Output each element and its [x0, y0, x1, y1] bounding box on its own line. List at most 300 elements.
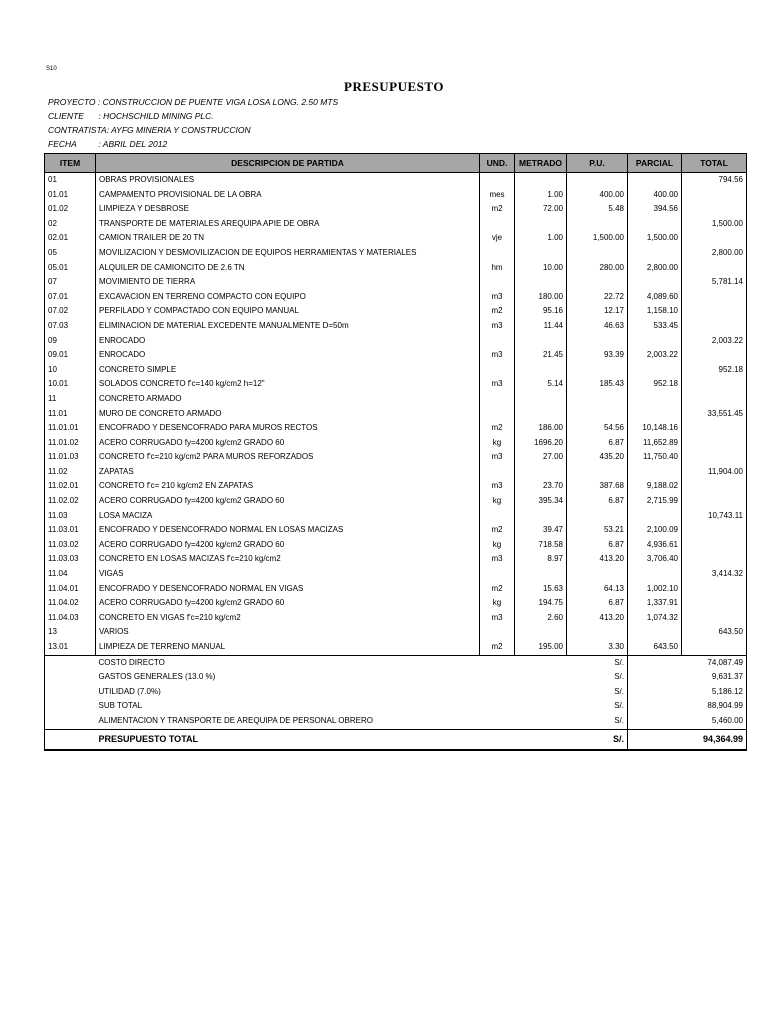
row-unit-price: 12.17 — [567, 304, 628, 319]
row-partial: 11,652.89 — [628, 436, 682, 451]
row-description: VIGAS — [96, 567, 480, 582]
row-item-code: 11.01.01 — [45, 421, 96, 436]
meta-client-label: CLIENTE — [48, 111, 84, 121]
row-description: VARIOS — [96, 625, 480, 640]
row-description: CONCRETO EN VIGAS f'c=210 kg/cm2 — [96, 611, 480, 626]
row-description: CONCRETO f'c=210 kg/cm2 PARA MUROS REFORZADOS — [96, 450, 480, 465]
row-total — [682, 348, 747, 363]
row-item-code: 11.04 — [45, 567, 96, 582]
meta-date-label: FECHA — [48, 139, 77, 149]
summary-row — [45, 685, 747, 700]
row-metrado — [515, 625, 567, 640]
row-item-code: 11.04.03 — [45, 611, 96, 626]
row-total: 2,800.00 — [682, 246, 747, 261]
grand-total-row — [45, 729, 747, 750]
header-metrado: METRADO — [515, 154, 567, 173]
row-item-code: 11.03.03 — [45, 552, 96, 567]
budget-table — [44, 153, 747, 751]
row-unit-price: 93.39 — [567, 348, 628, 363]
summary-currency: S/. — [614, 686, 624, 696]
row-total: 10,743.11 — [682, 509, 747, 524]
summary-value: 9,631.37 — [682, 670, 747, 685]
summary-currency: S/. — [614, 672, 624, 682]
summary-value: 5,186.12 — [682, 685, 747, 700]
row-partial: 10,148.16 — [628, 421, 682, 436]
row-item-code: 13.01 — [45, 640, 96, 655]
page-title: PRESUPUESTO — [344, 79, 444, 94]
meta-project-label: PROYECTO : — [48, 97, 101, 107]
table-row — [45, 407, 747, 422]
table-row — [45, 611, 747, 626]
row-description: ALQUILER DE CAMIONCITO DE 2.6 TN — [96, 261, 480, 276]
row-total — [682, 582, 747, 597]
table-row — [45, 582, 747, 597]
row-total — [682, 523, 747, 538]
row-unit: m3 — [480, 611, 515, 626]
row-description: CONCRETO SIMPLE — [96, 363, 480, 378]
row-unit-price: 413.20 — [567, 552, 628, 567]
row-unit: kg — [480, 538, 515, 553]
meta-contractor-label: CONTRATISTA: — [48, 125, 110, 135]
row-item-code: 10 — [45, 363, 96, 378]
row-total — [682, 450, 747, 465]
row-unit-price — [567, 509, 628, 524]
table-row — [45, 334, 747, 349]
row-partial — [628, 392, 682, 407]
table-row — [45, 450, 747, 465]
row-description: SOLADOS CONCRETO f'c=140 kg/cm2 h=12" — [96, 377, 480, 392]
table-row — [45, 640, 747, 655]
row-item-code: 11.01.02 — [45, 436, 96, 451]
row-unit-price: 6.87 — [567, 538, 628, 553]
table-row — [45, 567, 747, 582]
row-item-code: 07 — [45, 275, 96, 290]
row-unit-price: 387.68 — [567, 479, 628, 494]
row-total — [682, 640, 747, 655]
row-total — [682, 290, 747, 305]
row-unit-price: 6.87 — [567, 596, 628, 611]
row-unit — [480, 246, 515, 261]
row-metrado: 194.75 — [515, 596, 567, 611]
meta-project — [48, 97, 338, 107]
row-unit: m3 — [480, 450, 515, 465]
table-row — [45, 392, 747, 407]
row-partial — [628, 334, 682, 349]
summary-row — [45, 670, 747, 685]
row-description: ENCOFRADO Y DESENCOFRADO NORMAL EN LOSAS MACIZAS — [96, 523, 480, 538]
row-total: 1,500.00 — [682, 217, 747, 232]
row-description: ACERO CORRUGADO fy=4200 kg/cm2 GRADO 60 — [96, 596, 480, 611]
row-metrado: 395.34 — [515, 494, 567, 509]
table-row — [45, 231, 747, 246]
row-item-code: 13 — [45, 625, 96, 640]
row-unit-price — [567, 275, 628, 290]
row-metrado: 1696.20 — [515, 436, 567, 451]
table-row — [45, 523, 747, 538]
table-row — [45, 465, 747, 480]
row-item-code: 01.02 — [45, 202, 96, 217]
row-unit-price: 3.30 — [567, 640, 628, 655]
row-total: 5,781.14 — [682, 275, 747, 290]
row-unit-price: 400.00 — [567, 188, 628, 203]
table-row — [45, 188, 747, 203]
row-unit-price: 5.48 — [567, 202, 628, 217]
row-unit-price: 435.20 — [567, 450, 628, 465]
row-metrado: 718.58 — [515, 538, 567, 553]
row-unit: m2 — [480, 582, 515, 597]
row-metrado: 1.00 — [515, 188, 567, 203]
row-unit — [480, 625, 515, 640]
row-partial: 394.56 — [628, 202, 682, 217]
row-partial: 1,500.00 — [628, 231, 682, 246]
table-row — [45, 217, 747, 232]
row-unit-price: 280.00 — [567, 261, 628, 276]
row-partial — [628, 363, 682, 378]
summary-row — [45, 714, 747, 729]
row-description: ACERO CORRUGADO fy=4200 kg/cm2 GRADO 60 — [96, 436, 480, 451]
row-unit: kg — [480, 596, 515, 611]
table-row — [45, 275, 747, 290]
row-description: LIMPIEZA Y DESBROSE — [96, 202, 480, 217]
table-row — [45, 377, 747, 392]
row-description: MURO DE CONCRETO ARMADO — [96, 407, 480, 422]
row-description: MOVIMIENTO DE TIERRA — [96, 275, 480, 290]
row-partial — [628, 509, 682, 524]
row-partial: 11,750.40 — [628, 450, 682, 465]
row-item-code: 11.01.03 — [45, 450, 96, 465]
row-metrado: 11.44 — [515, 319, 567, 334]
row-unit: vje — [480, 231, 515, 246]
row-unit: m3 — [480, 319, 515, 334]
row-metrado — [515, 246, 567, 261]
row-partial: 9,188.02 — [628, 479, 682, 494]
row-total — [682, 392, 747, 407]
meta-project-value: CONSTRUCCION DE PUENTE VIGA LOSA LONG. 2.50 MTS — [102, 97, 339, 107]
header-description: DESCRIPCION DE PARTIDA — [96, 154, 480, 173]
meta-date — [48, 139, 167, 149]
row-metrado: 72.00 — [515, 202, 567, 217]
row-unit-price — [567, 465, 628, 480]
row-partial: 1,074.32 — [628, 611, 682, 626]
row-total — [682, 319, 747, 334]
row-unit: m2 — [480, 421, 515, 436]
row-item-code: 07.01 — [45, 290, 96, 305]
row-partial — [628, 625, 682, 640]
row-metrado: 180.00 — [515, 290, 567, 305]
row-total — [682, 421, 747, 436]
row-item-code: 11.02 — [45, 465, 96, 480]
row-unit: m3 — [480, 348, 515, 363]
row-total — [682, 552, 747, 567]
row-unit-price — [567, 246, 628, 261]
meta-date-value: : ABRIL DEL 2012 — [98, 139, 168, 149]
header-partial: PARCIAL — [628, 154, 682, 173]
row-unit — [480, 363, 515, 378]
row-metrado: 5.14 — [515, 377, 567, 392]
row-total — [682, 611, 747, 626]
summary-label: SUB TOTAL — [98, 701, 143, 711]
row-unit — [480, 465, 515, 480]
row-partial: 2,715.99 — [628, 494, 682, 509]
row-total — [682, 188, 747, 203]
row-unit: m2 — [480, 523, 515, 538]
grand-total-currency: S/. — [567, 729, 628, 750]
table-row — [45, 173, 747, 188]
row-description: LOSA MACIZA — [96, 509, 480, 524]
table-row — [45, 494, 747, 509]
row-partial — [628, 217, 682, 232]
summary-label: GASTOS GENERALES (13.0 %) — [98, 672, 216, 682]
row-unit-price — [567, 173, 628, 188]
row-metrado — [515, 275, 567, 290]
row-metrado — [515, 567, 567, 582]
header-unit-price: P.U. — [567, 154, 628, 173]
row-unit: m3 — [480, 479, 515, 494]
row-partial: 4,936.61 — [628, 538, 682, 553]
row-partial — [628, 246, 682, 261]
table-body — [45, 173, 747, 656]
table-row — [45, 363, 747, 378]
row-total — [682, 377, 747, 392]
row-item-code: 11.03.02 — [45, 538, 96, 553]
row-total: 33,551.45 — [682, 407, 747, 422]
row-description: ACERO CORRUGADO fy=4200 kg/cm2 GRADO 60 — [96, 538, 480, 553]
meta-client-value: : HOCHSCHILD MINING PLC. — [98, 111, 214, 121]
row-partial: 1,158.10 — [628, 304, 682, 319]
table-row — [45, 509, 747, 524]
row-item-code: 11.01 — [45, 407, 96, 422]
table-row — [45, 290, 747, 305]
row-unit — [480, 392, 515, 407]
row-item-code: 01.01 — [45, 188, 96, 203]
summary-row — [45, 655, 747, 670]
row-metrado — [515, 509, 567, 524]
row-metrado — [515, 465, 567, 480]
header-total: TOTAL — [682, 154, 747, 173]
row-partial — [628, 465, 682, 480]
summary-value: 74,087.49 — [682, 655, 747, 670]
row-description: ZAPATAS — [96, 465, 480, 480]
row-total — [682, 596, 747, 611]
row-total: 643.50 — [682, 625, 747, 640]
row-metrado: 10.00 — [515, 261, 567, 276]
row-metrado — [515, 173, 567, 188]
row-total: 11,904.00 — [682, 465, 747, 480]
row-item-code: 09 — [45, 334, 96, 349]
row-description: TRANSPORTE DE MATERIALES AREQUIPA APIE DE OBRA — [96, 217, 480, 232]
row-partial — [628, 567, 682, 582]
row-total: 794.56 — [682, 173, 747, 188]
row-metrado: 23.70 — [515, 479, 567, 494]
table-row — [45, 625, 747, 640]
row-metrado — [515, 407, 567, 422]
row-unit-price — [567, 334, 628, 349]
row-description: OBRAS PROVISIONALES — [96, 173, 480, 188]
row-unit — [480, 217, 515, 232]
table-row — [45, 436, 747, 451]
row-description: CAMPAMENTO PROVISIONAL DE LA OBRA — [96, 188, 480, 203]
row-metrado: 8.97 — [515, 552, 567, 567]
row-partial: 533.45 — [628, 319, 682, 334]
row-description: LIMPIEZA DE TERRENO MANUAL — [96, 640, 480, 655]
table-row — [45, 479, 747, 494]
row-partial: 3,706.40 — [628, 552, 682, 567]
row-description: ENCOFRADO Y DESENCOFRADO PARA MUROS RECTOS — [96, 421, 480, 436]
row-item-code: 05 — [45, 246, 96, 261]
row-total — [682, 538, 747, 553]
row-total — [682, 494, 747, 509]
row-unit-price — [567, 407, 628, 422]
row-metrado: 1.00 — [515, 231, 567, 246]
row-unit — [480, 334, 515, 349]
row-unit-price — [567, 363, 628, 378]
row-description: CONCRETO EN LOSAS MACIZAS f'c=210 kg/cm2 — [96, 552, 480, 567]
row-unit-price: 185.43 — [567, 377, 628, 392]
row-unit-price: 53.21 — [567, 523, 628, 538]
row-description: ENROCADO — [96, 348, 480, 363]
row-description: EXCAVACION EN TERRENO COMPACTO CON EQUIPO — [96, 290, 480, 305]
row-total — [682, 231, 747, 246]
row-partial: 4,089.60 — [628, 290, 682, 305]
header-unit: UND. — [480, 154, 515, 173]
row-partial — [628, 173, 682, 188]
row-total — [682, 261, 747, 276]
grand-total-label: PRESUPUESTO TOTAL — [96, 729, 480, 750]
row-unit: m3 — [480, 552, 515, 567]
row-unit: m2 — [480, 640, 515, 655]
summary-label: ALIMENTACION Y TRANSPORTE DE AREQUIPA DE PERSONAL OBRERO — [96, 714, 480, 729]
row-item-code: 11.02.01 — [45, 479, 96, 494]
row-partial: 2,003.22 — [628, 348, 682, 363]
row-metrado — [515, 363, 567, 378]
table-header-row — [45, 154, 747, 173]
row-unit-price: 54.56 — [567, 421, 628, 436]
row-partial: 1,002.10 — [628, 582, 682, 597]
row-partial — [628, 407, 682, 422]
row-item-code: 02.01 — [45, 231, 96, 246]
row-metrado: 15.63 — [515, 582, 567, 597]
page-number: S10 — [46, 66, 57, 72]
row-total: 3,414.32 — [682, 567, 747, 582]
table-row — [45, 202, 747, 217]
row-unit-price: 22.72 — [567, 290, 628, 305]
table-row — [45, 421, 747, 436]
row-item-code: 11.02.02 — [45, 494, 96, 509]
row-item-code: 07.02 — [45, 304, 96, 319]
row-unit — [480, 509, 515, 524]
row-total: 2,003.22 — [682, 334, 747, 349]
row-unit-price — [567, 392, 628, 407]
row-item-code: 01 — [45, 173, 96, 188]
row-item-code: 09.01 — [45, 348, 96, 363]
row-unit — [480, 567, 515, 582]
row-description: CAMION TRAILER DE 20 TN — [96, 231, 480, 246]
row-unit — [480, 173, 515, 188]
row-unit: kg — [480, 494, 515, 509]
row-unit-price — [567, 217, 628, 232]
row-unit-price: 6.87 — [567, 436, 628, 451]
table-row — [45, 596, 747, 611]
row-metrado: 195.00 — [515, 640, 567, 655]
row-description: ELIMINACION DE MATERIAL EXCEDENTE MANUALMENTE D=50m — [96, 319, 480, 334]
row-item-code: 02 — [45, 217, 96, 232]
row-item-code: 11.04.01 — [45, 582, 96, 597]
row-unit-price: 413.20 — [567, 611, 628, 626]
table-row — [45, 246, 747, 261]
summary-label: COSTO DIRECTO — [98, 657, 165, 667]
row-metrado: 2.60 — [515, 611, 567, 626]
row-description: ACERO CORRUGADO fy=4200 kg/cm2 GRADO 60 — [96, 494, 480, 509]
row-description: CONCRETO ARMADO — [96, 392, 480, 407]
row-unit: m2 — [480, 202, 515, 217]
row-description: ENROCADO — [96, 334, 480, 349]
row-partial — [628, 275, 682, 290]
row-item-code: 07.03 — [45, 319, 96, 334]
row-item-code: 11 — [45, 392, 96, 407]
row-description: PERFILADO Y COMPACTADO CON EQUIPO MANUAL — [96, 304, 480, 319]
row-unit-price: 6.87 — [567, 494, 628, 509]
row-metrado: 21.45 — [515, 348, 567, 363]
row-unit-price: 46.63 — [567, 319, 628, 334]
row-unit: m2 — [480, 304, 515, 319]
row-unit: m3 — [480, 290, 515, 305]
row-total — [682, 479, 747, 494]
row-unit: mes — [480, 188, 515, 203]
row-partial: 1,337.91 — [628, 596, 682, 611]
grand-total-value: 94,364.99 — [682, 729, 747, 750]
table-row — [45, 261, 747, 276]
table-row — [45, 319, 747, 334]
row-partial: 2,100.09 — [628, 523, 682, 538]
table-row — [45, 552, 747, 567]
summary-currency: S/. — [614, 701, 624, 711]
row-unit-price — [567, 567, 628, 582]
row-partial: 643.50 — [628, 640, 682, 655]
row-metrado: 39.47 — [515, 523, 567, 538]
meta-contractor — [48, 125, 251, 135]
row-unit-price: 64.13 — [567, 582, 628, 597]
row-metrado — [515, 334, 567, 349]
row-unit — [480, 407, 515, 422]
row-item-code: 11.04.02 — [45, 596, 96, 611]
meta-client — [48, 111, 214, 121]
row-unit — [480, 275, 515, 290]
row-item-code: 11.03 — [45, 509, 96, 524]
summary-currency: S/. — [567, 714, 628, 729]
table-row — [45, 304, 747, 319]
row-partial: 400.00 — [628, 188, 682, 203]
row-metrado: 95.16 — [515, 304, 567, 319]
row-item-code: 11.03.01 — [45, 523, 96, 538]
row-unit: kg — [480, 436, 515, 451]
row-total: 952.18 — [682, 363, 747, 378]
row-description: MOVILIZACION Y DESMOVILIZACION DE EQUIPOS HERRAMIENTAS Y MATERIALES — [96, 246, 480, 261]
table-row — [45, 348, 747, 363]
row-unit: hm — [480, 261, 515, 276]
row-total — [682, 202, 747, 217]
row-item-code: 05.01 — [45, 261, 96, 276]
row-unit-price — [567, 625, 628, 640]
row-metrado — [515, 392, 567, 407]
header-item: ITEM — [45, 154, 96, 173]
row-unit: m3 — [480, 377, 515, 392]
row-description: CONCRETO f'c= 210 kg/cm2 EN ZAPATAS — [96, 479, 480, 494]
row-total — [682, 436, 747, 451]
row-partial: 952.18 — [628, 377, 682, 392]
row-metrado: 27.00 — [515, 450, 567, 465]
table-row — [45, 538, 747, 553]
row-partial: 2,800.00 — [628, 261, 682, 276]
